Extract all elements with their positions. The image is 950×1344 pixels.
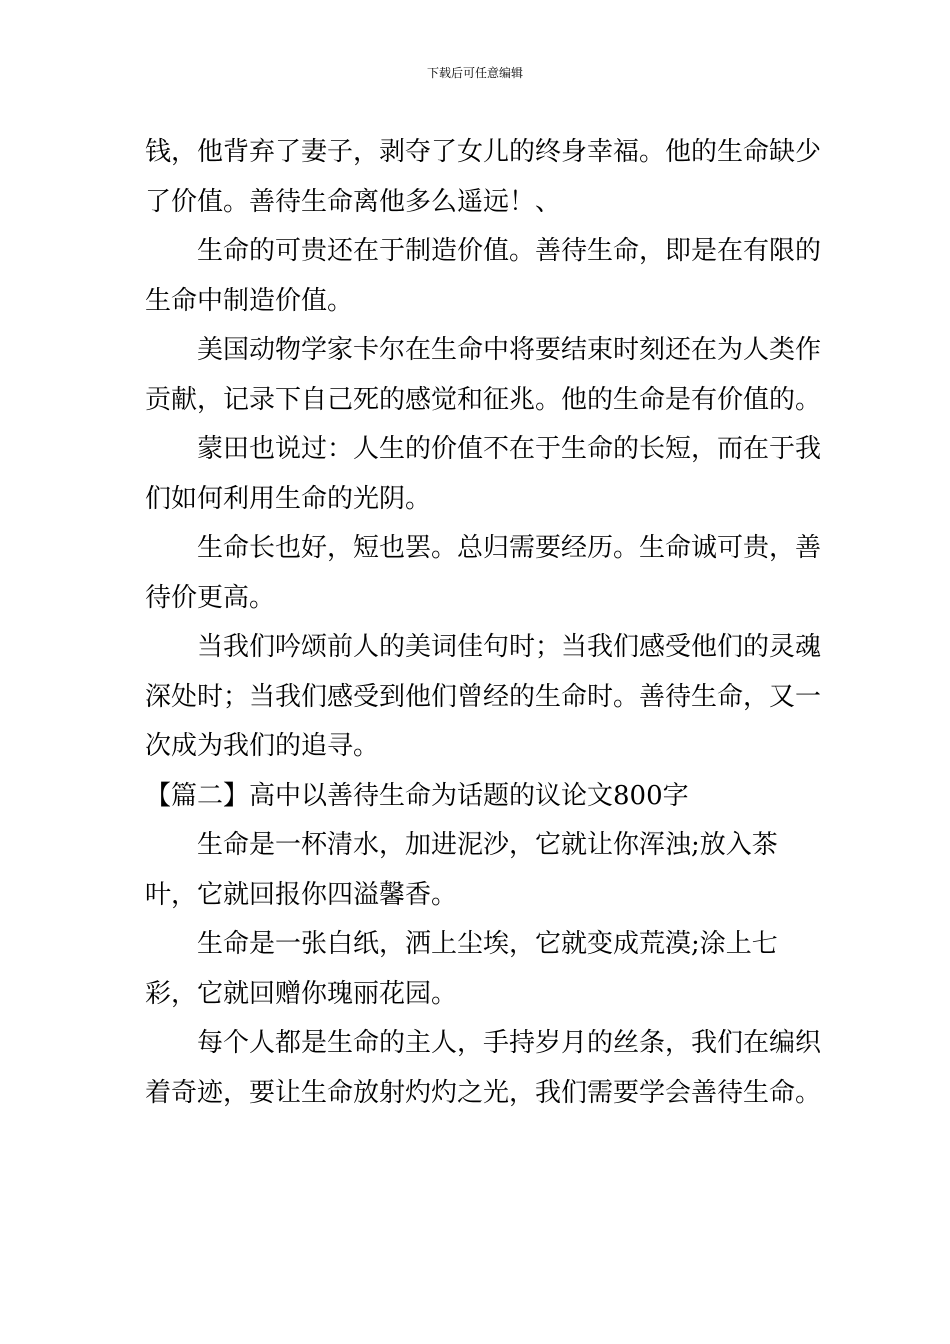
paragraph: 生命是一杯清水，加进泥沙，它就让你浑浊;放入茶叶，它就回报你四溢馨香。 [145, 830, 778, 910]
paragraph: 生命是一张白纸，洒上尘埃，它就变成荒漠;涂上七彩，它就回赠你瑰丽花园。 [145, 929, 778, 1009]
section-heading: 【篇二】高中以善待生命为话题的议论文800字 [145, 780, 689, 811]
paragraph: 每个人都是生命的主人，手持岁月的丝条，我们在编织着奇迹，要让生命放射灼灼之光，我们需要学会善待生命。 [145, 1028, 822, 1108]
document-body [145, 128, 825, 1118]
paragraph-continuation: 钱，他背弃了妻子，剥夺了女儿的终身幸福。他的生命缺少了价值。善待生命离他多么遥远！、 [145, 137, 822, 217]
paragraph: 生命长也好，短也罢。总归需要经历。生命诚可贵，善待价更高。 [145, 533, 822, 613]
paragraph: 蒙田也说过：人生的价值不在于生命的长短，而在于我们如何利用生命的光阴。 [145, 434, 822, 514]
page-header: 下载后可任意编辑 [426, 66, 523, 80]
paragraph: 当我们吟颂前人的美词佳句时；当我们感受他们的灵魂深处时；当我们感受到他们曾经的生命时。善待生命，又一次成为我们的追寻。 [145, 632, 822, 761]
paragraph: 美国动物学家卡尔在生命中将要结束时刻还在为人类作贡献，记录下自己死的感觉和征兆。他的生命是有价值的。 [145, 335, 822, 415]
paragraph: 生命的可贵还在于制造价值。善待生命，即是在有限的生命中制造价值。 [145, 236, 822, 316]
